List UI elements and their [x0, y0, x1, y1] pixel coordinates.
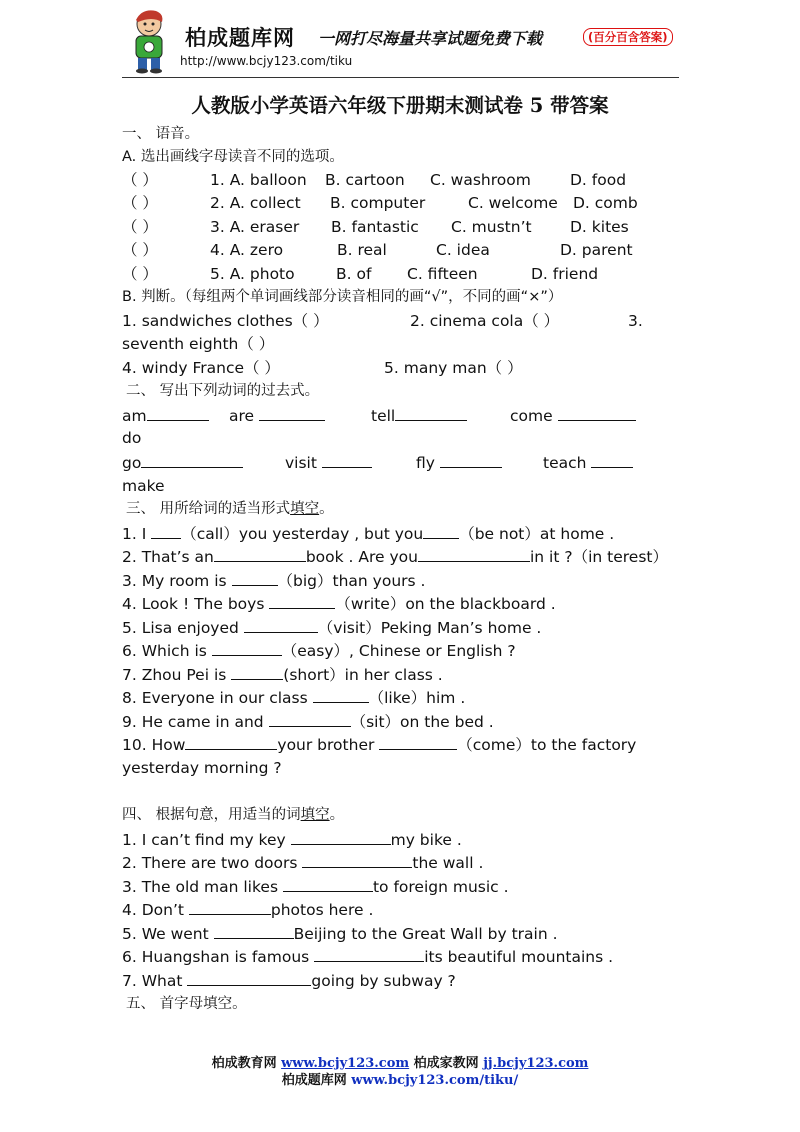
verb-item — [122, 452, 243, 473]
answer-paren[interactable]: （ ） — [122, 218, 158, 236]
answer-blank[interactable] — [269, 593, 335, 609]
answer-blank[interactable] — [423, 523, 459, 539]
verb-label: are — [229, 407, 255, 425]
option-d: D. food — [570, 171, 627, 189]
option-a: 3. A. eraser — [210, 218, 300, 236]
answer-blank[interactable] — [379, 734, 457, 750]
verb-item — [543, 452, 633, 473]
answer-blank[interactable] — [147, 405, 209, 421]
answer-blank[interactable] — [418, 546, 530, 562]
answer-blank[interactable] — [187, 970, 311, 986]
option-c: C. mustn’t — [451, 218, 532, 236]
footer-link-tutor[interactable]: jj.bcjy123.com — [483, 1056, 589, 1071]
answer-blank[interactable] — [189, 899, 271, 915]
verb-label: am — [122, 407, 147, 425]
option-a: 1. A. balloon — [210, 171, 307, 189]
verb-label: come — [510, 407, 553, 425]
fill-item: 8. Everyone in our class （like）him . — [122, 689, 466, 707]
verb-item — [416, 452, 502, 473]
option-b: B. computer — [330, 194, 426, 212]
fill-item: 3. My room is （big）than yours . — [122, 572, 426, 590]
answer-blank[interactable] — [558, 405, 636, 421]
footer-link-tiku[interactable]: www.bcjy123.com/tiku/ — [351, 1073, 519, 1088]
section-1a-instruction: A. 选出画线字母读音不同的选项。 — [122, 149, 344, 165]
answer-blank[interactable] — [395, 405, 467, 421]
section-1-heading: 一、 语音。 — [122, 126, 200, 142]
section-1b-instruction: B. 判断。（每组两个单词画线部分读音相同的画“√”，不同的画“×”） — [122, 289, 563, 305]
answer-paren[interactable]: （ ） — [122, 241, 158, 259]
fill-item: 1. I can’t find my key my bike . — [122, 831, 462, 849]
answer-paren[interactable]: （ ） — [122, 194, 158, 212]
answer-blank[interactable] — [151, 523, 181, 539]
option-c: C. fifteen — [407, 265, 478, 283]
fill-item: 2. There are two doors the wall . — [122, 854, 484, 872]
fill-item: 6. Huangshan is famous its beautiful mountains . — [122, 948, 614, 966]
site-name: 柏成题库网 — [185, 25, 295, 50]
answer-blank[interactable] — [232, 570, 278, 586]
section-5-heading: 五、 首字母填空。 — [126, 996, 247, 1012]
judge-item-3[interactable]: seventh eighth（ ） — [122, 335, 275, 353]
fill-item: 10. How your brother （come）to the factory — [122, 736, 637, 754]
answer-blank[interactable] — [283, 876, 373, 892]
answer-blank[interactable] — [440, 452, 502, 468]
verb-item — [285, 452, 372, 473]
verb-label: make — [122, 477, 165, 495]
verb-item — [229, 405, 325, 426]
footer-label: 柏成题库网 — [281, 1073, 352, 1088]
answer-blank[interactable] — [313, 687, 369, 703]
option-a: 4. A. zero — [210, 241, 284, 259]
fill-item: 7. What going by subway ? — [122, 972, 456, 990]
answer-blank[interactable] — [259, 405, 325, 421]
verb-item — [371, 405, 467, 426]
option-d: D. friend — [531, 265, 599, 283]
site-slogan: 一网打尽海量共享试题免费下载 — [318, 29, 543, 48]
verb-item — [510, 405, 636, 426]
answer-paren[interactable]: （ ） — [122, 171, 158, 189]
fill-item: 4. Don’t photos here . — [122, 901, 374, 919]
judge-item-4[interactable]: 4. windy France（ ） — [122, 359, 280, 377]
answer-blank[interactable] — [322, 452, 372, 468]
header-divider — [122, 77, 679, 78]
mascot-logo-icon — [122, 8, 176, 74]
answer-blank[interactable] — [185, 734, 277, 750]
option-b: B. real — [337, 241, 387, 259]
answer-blank[interactable] — [212, 640, 282, 656]
verb-label: do — [122, 429, 142, 447]
answer-blank[interactable] — [214, 546, 306, 562]
verb-item — [122, 405, 209, 426]
option-b: B. fantastic — [331, 218, 419, 236]
answer-blank[interactable] — [214, 923, 294, 939]
fill-item: 3. The old man likes to foreign music . — [122, 878, 509, 896]
answer-blank[interactable] — [314, 946, 424, 962]
fill-item: 6. Which is （easy）, Chinese or English ? — [122, 642, 516, 660]
option-c: C. washroom — [430, 171, 531, 189]
judge-item-2[interactable]: 2. cinema cola（ ） — [410, 312, 560, 330]
footer-line-2 — [0, 1069, 800, 1088]
verb-label: fly — [416, 454, 435, 472]
header-url: http://www.bcjy123.com/tiku — [180, 54, 353, 68]
answer-blank[interactable] — [141, 452, 243, 468]
fill-item: 5. We went Beijing to the Great Wall by train . — [122, 925, 558, 943]
option-a: 5. A. photo — [210, 265, 295, 283]
fill-item: 1. I （call）you yesterday , but you （be not）at home . — [122, 525, 615, 543]
answer-blank[interactable] — [244, 617, 318, 633]
fill-item: 7. Zhou Pei is (short）in her class . — [122, 666, 443, 684]
section-4-heading: 四、 根据句意，用适当的词填空。 — [122, 807, 345, 823]
option-c: C. welcome — [468, 194, 558, 212]
option-d: D. parent — [560, 241, 633, 259]
option-b: B. cartoon — [325, 171, 405, 189]
footer-label: 柏成教育网 — [211, 1056, 282, 1071]
fill-item: 2. That’s an book . Are you in it ?（in terest） — [122, 548, 668, 566]
answer-blank[interactable] — [302, 852, 412, 868]
judge-item-5[interactable]: 5. many man（ ） — [384, 359, 523, 377]
option-a: 2. A. collect — [210, 194, 301, 212]
option-d: D. comb — [573, 194, 638, 212]
answer-blank[interactable] — [231, 664, 283, 680]
answer-blank[interactable] — [291, 829, 391, 845]
footer-label: 柏成家教网 — [409, 1056, 484, 1071]
verb-label: tell — [371, 407, 396, 425]
answer-badge: (百分百含答案) — [583, 28, 673, 46]
page-title: 人教版小学英语六年级下册期末测试卷 5 带答案 — [191, 94, 609, 117]
fill-item-continued: yesterday morning ? — [122, 759, 282, 777]
option-b: B. of — [336, 265, 372, 283]
answer-paren[interactable]: （ ） — [122, 265, 158, 283]
section-3-heading: 三、 用所给词的适当形式填空。 — [126, 501, 334, 517]
footer-link-edu[interactable]: www.bcjy123.com — [281, 1056, 410, 1071]
answer-blank[interactable] — [269, 711, 351, 727]
section-2-heading: 二、 写出下列动词的过去式。 — [126, 383, 320, 399]
option-d: D. kites — [570, 218, 629, 236]
verb-label: visit — [285, 454, 317, 472]
verb-label: go — [122, 454, 142, 472]
fill-item: 5. Lisa enjoyed （visit）Peking Man’s home . — [122, 619, 542, 637]
judge-item-1[interactable]: 1. sandwiches clothes（ ） — [122, 312, 329, 330]
fill-item: 9. He came in and （sit）on the bed . — [122, 713, 494, 731]
verb-label: teach — [543, 454, 587, 472]
fill-item: 4. Look ! The boys （write）on the blackboard . — [122, 595, 556, 613]
option-c: C. idea — [436, 241, 490, 259]
answer-blank[interactable] — [591, 452, 633, 468]
judge-item-3-number: 3. — [628, 312, 643, 330]
